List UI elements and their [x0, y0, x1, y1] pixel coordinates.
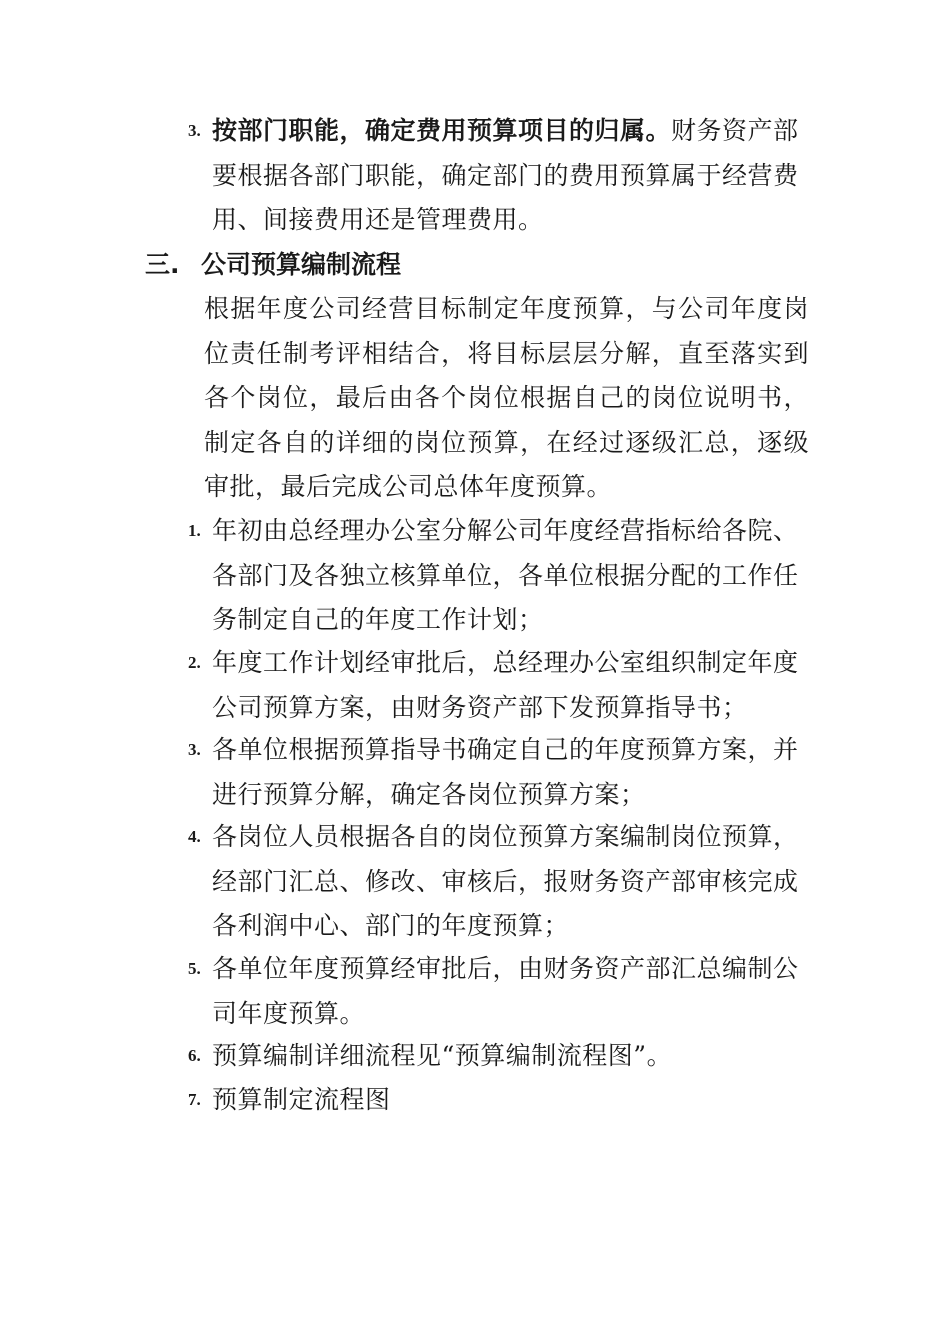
section-heading	[145, 243, 805, 287]
list-item-2	[188, 641, 808, 730]
list-number: 2.	[188, 653, 201, 672]
list-number: 6.	[188, 1046, 201, 1065]
list-item-5	[188, 947, 808, 1036]
list-number: 3.	[188, 740, 201, 759]
list-item-text: 财务资产部要根据各部门职能，确定部门的费用预算属于经营费用、间接费用还是管理费用。	[212, 116, 799, 234]
list-number: 5.	[188, 959, 201, 978]
list-item-text: 预算编制详细流程见“预算编制流程图”。	[212, 1041, 673, 1070]
list-number: 3.	[188, 121, 201, 140]
list-item-text: 年初由总经理办公室分解公司年度经营指标给各院、各部门及各独立核算单位，各单位根据分配的工作任务制定自己的年度工作计划；	[212, 516, 799, 634]
list-item-1	[188, 509, 808, 643]
list-number: 7.	[188, 1090, 201, 1109]
list-item-prev-3	[188, 109, 808, 243]
section-intro-paragraph: 根据年度公司经营目标制定年度预算，与公司年度岗位责任制考评相结合，将目标层层分解，直至落实到各个岗位，最后由各个岗位根据自己的岗位说明书，制定各自的详细的岗位预算，在经过逐级汇总，逐级审批，最后完成公司总体年度预算。	[204, 294, 809, 501]
list-item-text: 各岗位人员根据各自的岗位预算方案编制岗位预算，经部门汇总、修改、审核后，报财务资产部审核完成各利润中心、部门的年度预算；	[212, 822, 799, 940]
list-item-text: 预算制定流程图	[212, 1085, 391, 1114]
list-item-3	[188, 728, 808, 817]
list-item-text: 各单位根据预算指导书确定自己的年度预算方案，并进行预算分解，确定各岗位预算方案；	[212, 735, 799, 809]
list-item-lead: 按部门职能，确定费用预算项目的归属。	[212, 116, 672, 145]
list-item-text: 年度工作计划经审批后，总经理办公室组织制定年度公司预算方案，由财务资产部下发预算指导书；	[212, 648, 799, 722]
list-item-7	[188, 1078, 808, 1123]
list-item-body	[212, 109, 808, 243]
list-item-4	[188, 815, 808, 949]
list-number: 4.	[188, 827, 201, 846]
section-number: 三.	[145, 250, 180, 279]
list-number: 1.	[188, 521, 201, 540]
list-item-6	[188, 1034, 808, 1079]
list-item-text: 各单位年度预算经审批后，由财务资产部汇总编制公司年度预算。	[212, 954, 799, 1028]
section-title: 公司预算编制流程	[201, 250, 402, 279]
